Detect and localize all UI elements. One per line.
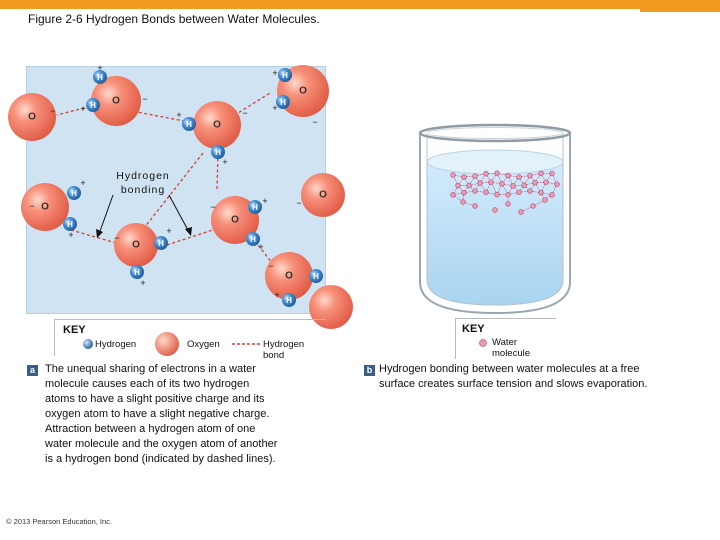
oxygen-label: O [319, 189, 327, 201]
hydrogen-label: H [90, 101, 96, 110]
negative-charge: − [296, 198, 302, 208]
hydrogen-label: H [250, 235, 256, 244]
water-molecule-dot [506, 192, 511, 197]
oxygen-label: O [213, 119, 221, 131]
positive-charge: + [262, 196, 268, 206]
positive-charge: + [272, 68, 278, 78]
caption-b-line: Hydrogen bonding between water molecules at a free [379, 363, 640, 375]
hydrogen-label: H [186, 120, 192, 129]
key-a [54, 319, 325, 361]
positive-charge: + [274, 290, 280, 300]
positive-charge: + [166, 226, 172, 236]
caption-a-line: is a hydrogen bond (indicated by dashed lines). [45, 453, 276, 465]
positive-charge: + [140, 278, 146, 288]
negative-charge: − [50, 106, 56, 116]
water-molecule-dot [531, 204, 536, 209]
positive-charge: + [80, 104, 86, 114]
water-molecule-dot [473, 204, 478, 209]
hydrogen-label: H [158, 239, 164, 248]
water-molecule-dot [461, 200, 466, 205]
hydrogen-label: H [280, 98, 286, 107]
water-molecule-dot [451, 192, 456, 197]
hydrogen-key-icon [81, 337, 95, 351]
water-molecule-dot [543, 198, 548, 203]
water-molecule-dot [528, 189, 533, 194]
water-molecule-dot [473, 189, 478, 194]
hydrogen-label: H [67, 220, 73, 229]
positive-charge: + [222, 157, 228, 167]
water-molecule-dot [456, 183, 461, 188]
key-water-molecule-label: Water molecule [492, 337, 531, 359]
caption-a-line: Attraction between a hydrogen atom of one [45, 423, 256, 435]
oxygen-label: O [112, 95, 120, 107]
key-oxygen-label: Oxygen [187, 339, 220, 350]
water-molecule-dot [500, 181, 505, 186]
hydrogen-bonding-label: Hydrogen bonding [116, 170, 170, 196]
water-molecule-dot [484, 171, 489, 176]
water-molecule-dot [555, 182, 560, 187]
oxygen-label: O [28, 111, 36, 123]
water-molecule-dot [493, 208, 498, 213]
oxygen-label: O [299, 85, 307, 97]
caption-b-badge: b [364, 365, 375, 376]
water-molecule-dot [506, 202, 511, 207]
hydrogen-bond-lines [57, 93, 307, 272]
key-a-title: KEY [63, 324, 86, 336]
water-molecule-dot [522, 183, 527, 188]
caption-a [45, 362, 277, 467]
key-b [455, 318, 556, 359]
water-molecule-key-icon [478, 338, 488, 348]
water-molecule-dot [519, 210, 524, 215]
water-molecule-dot [517, 190, 522, 195]
water-molecule-dot [528, 173, 533, 178]
water-molecule-dot [451, 173, 456, 178]
key-hydrogen-label: Hydrogen [95, 339, 137, 350]
hydrogen-label: H [286, 296, 292, 305]
key-b-title: KEY [462, 323, 485, 335]
negative-charge: − [312, 117, 318, 127]
positive-charge: + [68, 230, 74, 240]
water-molecules [8, 63, 353, 329]
copyright: © 2013 Pearson Education, Inc. [6, 517, 113, 526]
beaker-illustration [405, 120, 585, 320]
negative-charge: − [29, 201, 35, 211]
positive-charge: + [80, 178, 86, 188]
hydrogen-label: H [215, 148, 221, 157]
water-molecule-dot [495, 171, 500, 176]
water-molecule-dot [478, 181, 483, 186]
hydrogen-label: H [97, 73, 103, 82]
hydrogen-label: H [252, 203, 258, 212]
negative-charge: − [142, 94, 148, 104]
positive-charge: + [272, 103, 278, 113]
positive-charge: + [176, 110, 182, 120]
oxygen-key-icon [153, 331, 183, 357]
caption-a-line: The unequal sharing of electrons in a water [45, 363, 256, 375]
oxygen-label: O [132, 239, 140, 251]
water-molecule-dot [495, 192, 500, 197]
hydrogen-label: H [313, 272, 319, 281]
negative-charge: − [210, 202, 216, 212]
water-molecule-dot [544, 180, 549, 185]
hydrogen-bond-svg [27, 63, 327, 313]
hydrogen-bond-diagram [26, 63, 327, 314]
hydrogen-bond-key-icon [231, 341, 261, 347]
water-molecule-dot [550, 171, 555, 176]
water-molecule-dot [473, 174, 478, 179]
caption-a-line: atoms to have a slight positive charge and its [45, 393, 265, 405]
water-molecule-dot [484, 190, 489, 195]
beaker-svg [405, 120, 585, 320]
caption-a-line: oxygen atom to have a slight negative charge. [45, 408, 270, 420]
oxygen-label: O [285, 270, 293, 282]
hydrogen-label: H [71, 189, 77, 198]
water-molecule-dot [539, 190, 544, 195]
oxygen-label: O [231, 214, 239, 226]
caption-a-badge: a [27, 365, 38, 376]
water-molecule-dot [506, 173, 511, 178]
figure-title: Figure 2-6 Hydrogen Bonds between Water Molecules. [28, 12, 320, 26]
oxygen-label: O [41, 201, 49, 213]
negative-charge: − [114, 233, 120, 243]
caption-b-line: surface creates surface tension and slows evaporation. [379, 378, 648, 390]
water-molecule-dot [489, 180, 494, 185]
water-molecule-dot [533, 180, 538, 185]
hydrogen-label: H [282, 71, 288, 80]
caption-a-line: molecule causes each of its two hydrogen [45, 378, 250, 390]
water-molecule-dot [462, 175, 467, 180]
caption-a-line: water molecule and the oxygen atom of another [45, 438, 278, 450]
key-hydrogen-bond-label: Hydrogen bond [263, 339, 305, 361]
water-molecule-dot [511, 183, 516, 188]
negative-charge: − [242, 108, 248, 118]
water-molecule-dot [550, 192, 555, 197]
negative-charge: − [268, 261, 274, 271]
water-molecule-dot [539, 171, 544, 176]
hydrogen-label: H [134, 268, 140, 277]
water-molecule-dot [467, 183, 472, 188]
caption-b [379, 362, 647, 392]
positive-charge: + [97, 63, 103, 73]
water-molecule-dot [462, 190, 467, 195]
positive-charge: + [258, 242, 264, 252]
water-molecule-dot [517, 175, 522, 180]
